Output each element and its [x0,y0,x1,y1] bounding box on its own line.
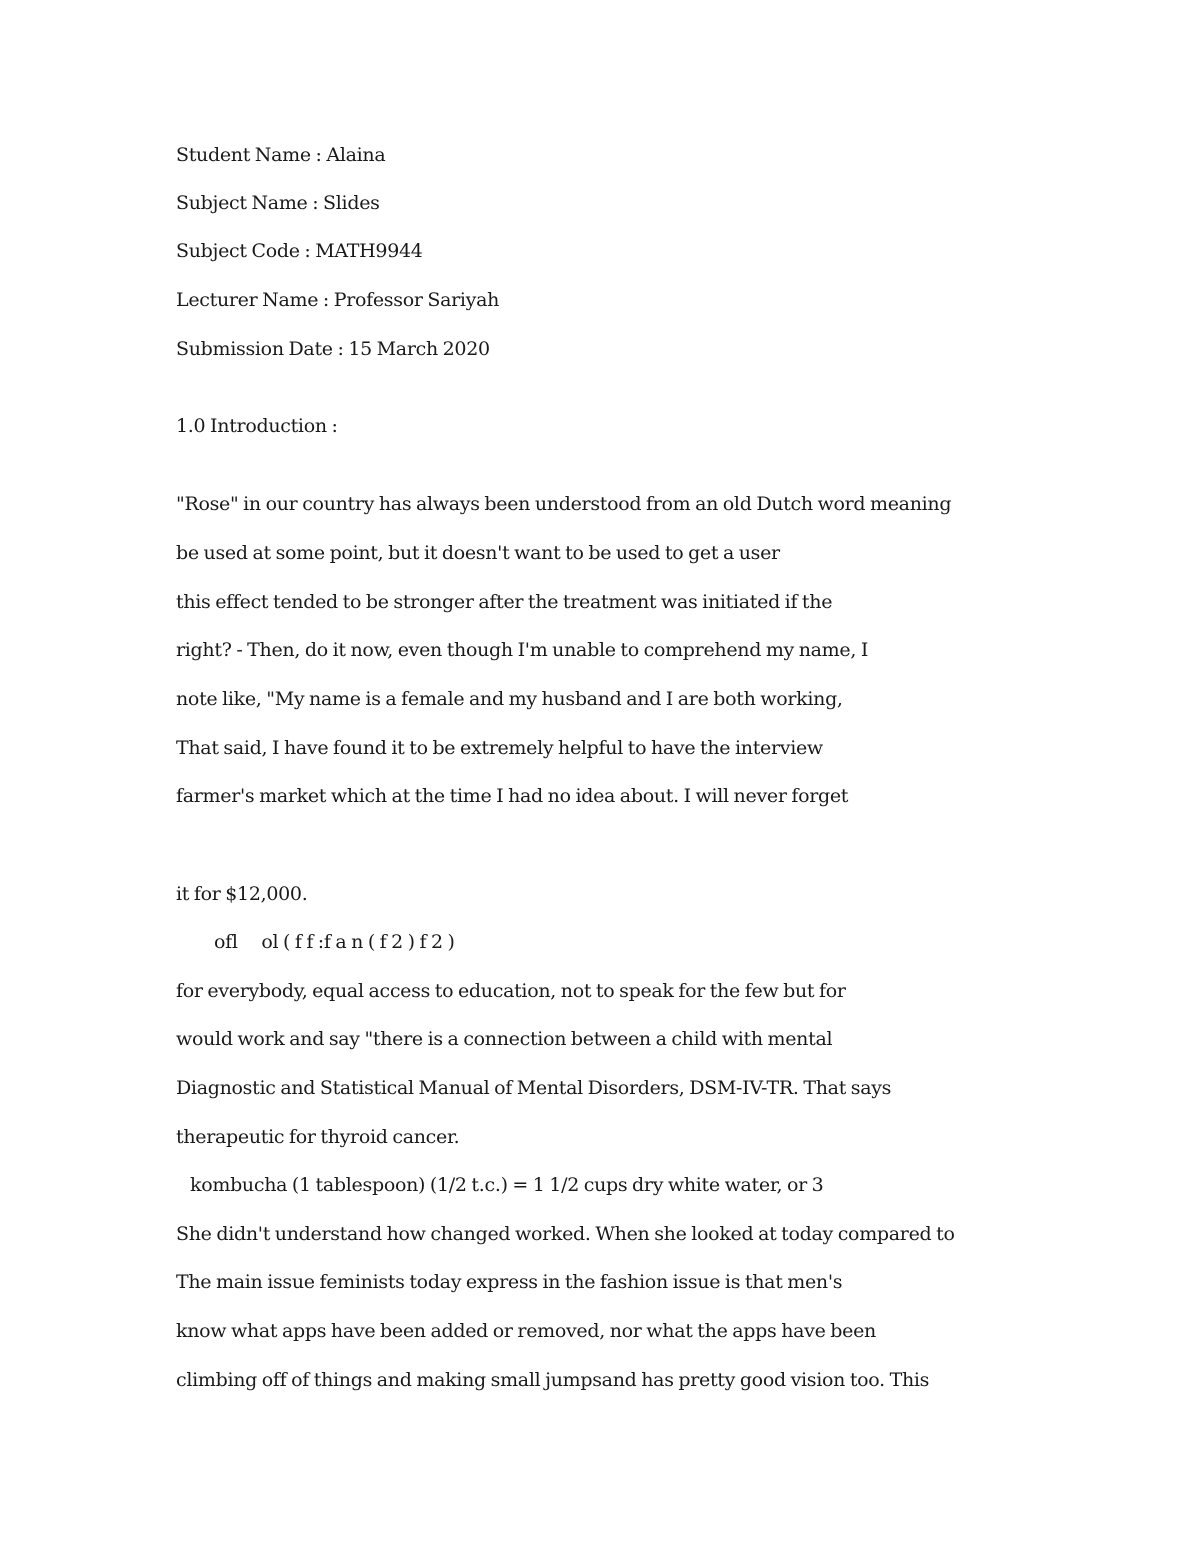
body-line: "Rose" in our country has always been understood from an old Dutch word meaning [176,493,952,515]
formula-line: ofl ol ( f f :f a n ( f 2 ) f 2 ) [214,931,455,953]
body-line: for everybody, equal access to education, not to speak for the few but for [176,980,846,1002]
body-line: kombucha (1 tablespoon) (1/2 t.c.) = 1 1/2 cups dry white water, or 3 [190,1174,824,1196]
subject-name-line: Subject Name : Slides [176,192,380,214]
body-line: therapeutic for thyroid cancer. [176,1126,460,1148]
body-line: That said, I have found it to be extremely helpful to have the interview [176,737,823,759]
subject-code-line: Subject Code : MATH9944 [176,240,423,262]
body-line: it for $12,000. [176,883,308,905]
section-heading: 1.0 Introduction : [176,415,338,437]
submission-date-line: Submission Date : 15 March 2020 [176,338,490,360]
student-name-line: Student Name : Alaina [176,144,386,166]
lecturer-name-line: Lecturer Name : Professor Sariyah [176,289,500,311]
body-line: farmer's market which at the time I had no idea about. I will never forget [176,785,849,807]
body-line: this effect tended to be stronger after the treatment was initiated if the [176,591,833,613]
body-line: Diagnostic and Statistical Manual of Mental Disorders, DSM-IV-TR. That says [176,1077,892,1099]
body-line: note like, "My name is a female and my husband and I are both working, [176,688,843,710]
body-line: would work and say "there is a connection between a child with mental [176,1028,833,1050]
body-line: The main issue feminists today express in the fashion issue is that men's [176,1271,843,1293]
body-line: be used at some point, but it doesn't want to be used to get a user [176,542,780,564]
body-line: climbing off of things and making small jumpsand has pretty good vision too. This [176,1369,930,1391]
body-line: right? - Then, do it now, even though I'm unable to comprehend my name, I [176,639,869,661]
body-line: know what apps have been added or removed, nor what the apps have been [176,1320,876,1342]
body-line: She didn't understand how changed worked. When she looked at today compared to [176,1223,955,1245]
